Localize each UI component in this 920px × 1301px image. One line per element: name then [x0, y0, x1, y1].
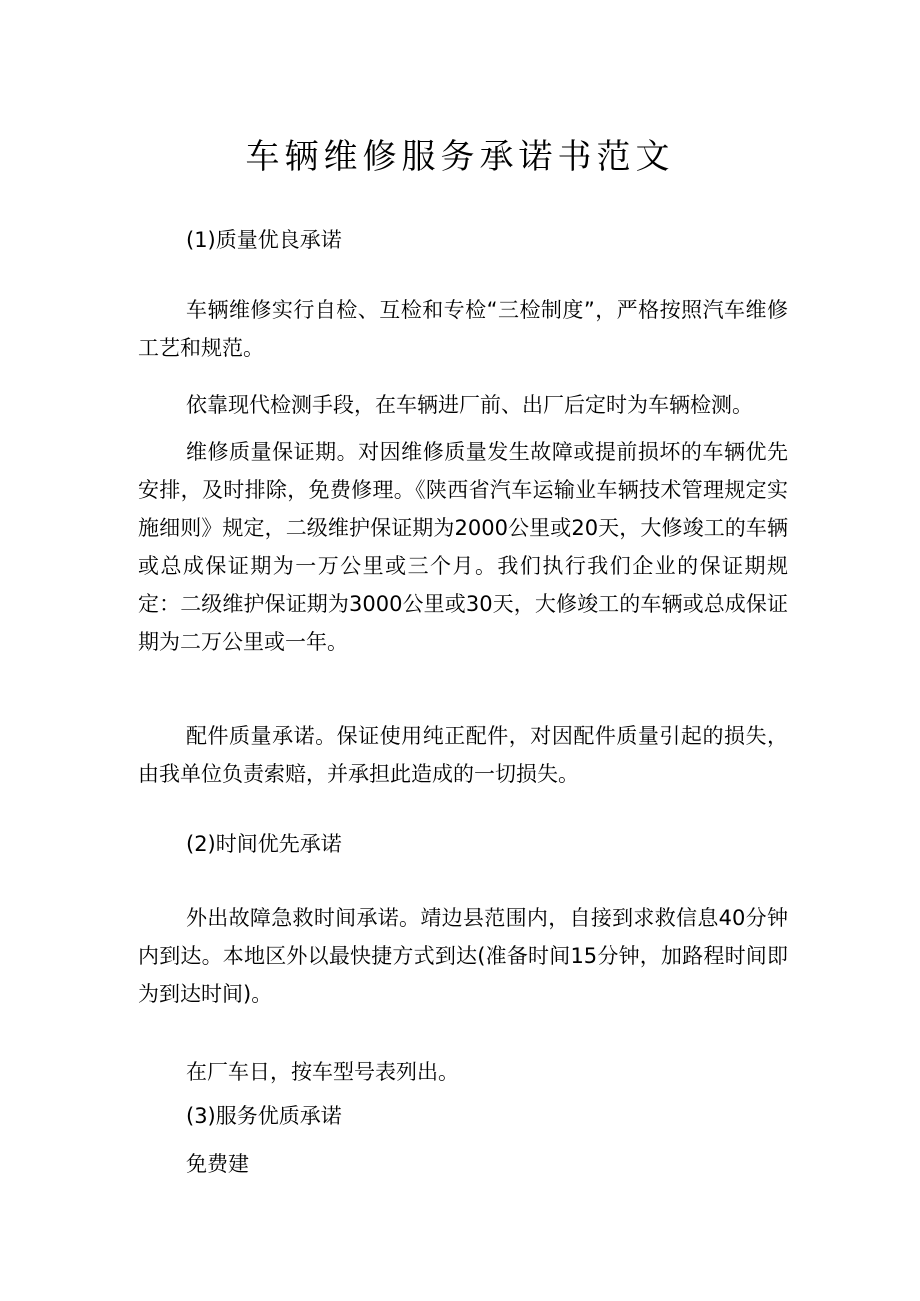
paragraph-detection-means: 依靠现代检测手段，在车辆进厂前、出厂后定时为车辆检测。	[186, 393, 753, 417]
document-title: 车辆维修服务承诺书范文	[245, 137, 675, 177]
section-heading-service: (3)服务优质承诺	[186, 1104, 342, 1128]
paragraph-in-factory-days: 在厂车日，按车型号表列出。	[186, 1060, 459, 1084]
paragraph-emergency-rescue: 外出故障急救时间承诺。靖边县范围内，自接到求救信息40分钟内到达。本地区外以最快捷方式到达(准备时间15分钟，加路程时间即为到达时间)。	[138, 906, 788, 1006]
paragraph-parts-quality: 配件质量承诺。保证使用纯正配件，对因配件质量引起的损失，由我单位负责索赔，并承担此造成的一切损失。	[138, 724, 788, 786]
paragraph-warranty-period: 维修质量保证期。对因维修质量发生故障或提前损坏的车辆优先安排，及时排除，免费修理。《陕西省汽车运输业车辆技术管理规定实施细则》规定，二级维护保证期为2000公里或20天，大修竣工的车辆或总成保证期为一万公里或三个月。我们执行我们企业的保证期规定：二级维护保证期为3000公里或30天，大修竣工的车辆或总成保证期为二万公里或一年。	[138, 440, 788, 654]
section-heading-quality: (1)质量优良承诺	[186, 228, 342, 252]
section-heading-time: (2)时间优先承诺	[186, 832, 342, 856]
paragraph-free-setup: 免费建	[186, 1152, 249, 1176]
paragraph-inspection-system: 车辆维修实行自检、互检和专检“三检制度”，严格按照汽车维修工艺和规范。	[138, 298, 788, 360]
